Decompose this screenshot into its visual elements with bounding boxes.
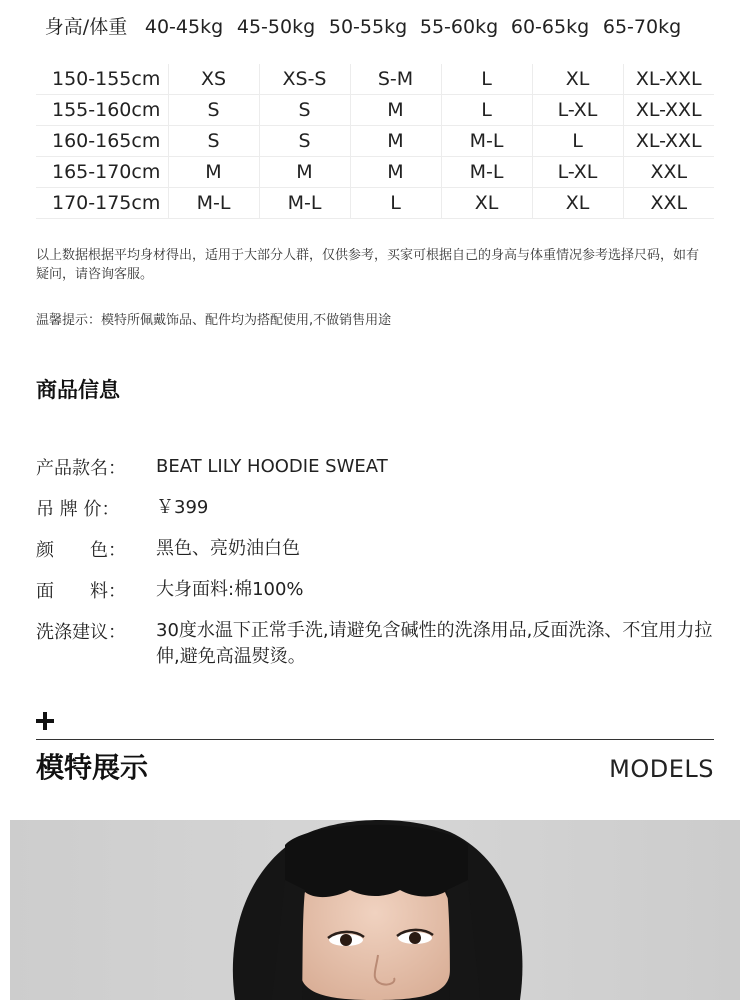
height-cell: 150-155cm — [36, 64, 168, 95]
size-cell: M — [259, 157, 350, 188]
info-value: ￥399 — [156, 497, 209, 518]
height-cell: 170-175cm — [36, 188, 168, 219]
size-cell: S — [259, 126, 350, 157]
size-cell: XS — [168, 64, 259, 95]
size-cell: XL — [441, 188, 532, 219]
size-chart-header-cell: 50-55kg — [328, 16, 408, 38]
info-value: BEAT LILY HOODIE SWEAT — [156, 456, 388, 477]
section-divider — [36, 739, 714, 740]
size-cell: S — [168, 95, 259, 126]
size-cell: XS-S — [259, 64, 350, 95]
size-cell: XXL — [623, 157, 714, 188]
size-cell: M-L — [441, 126, 532, 157]
model-photo — [10, 820, 740, 1000]
size-cell: M — [168, 157, 259, 188]
size-chart-header-cell: 45-50kg — [236, 16, 316, 38]
info-value: 大身面料:棉100% — [156, 579, 304, 600]
size-cell: XL-XXL — [623, 126, 714, 157]
height-cell: 155-160cm — [36, 95, 168, 126]
plus-icon — [36, 712, 54, 730]
size-cell: M — [350, 95, 441, 126]
size-cell: L — [350, 188, 441, 219]
info-value: 黑色、亮奶油白色 — [156, 538, 300, 559]
models-title-en: MODELS — [609, 755, 714, 783]
size-chart-header-cell: 65-70kg — [602, 16, 682, 38]
size-cell: M — [350, 157, 441, 188]
size-cell: XL-XXL — [623, 64, 714, 95]
size-cell: M-L — [441, 157, 532, 188]
table-row — [36, 188, 714, 219]
height-cell: 160-165cm — [36, 126, 168, 157]
size-cell: XL — [532, 64, 623, 95]
size-chart-header-cell: 身高/体重 — [44, 16, 128, 38]
product-info-title: 商品信息 — [36, 378, 120, 402]
accessory-reminder: 温馨提示：模特所佩戴饰品、配件均为搭配使用,不做销售用途 — [36, 313, 392, 328]
height-cell: 165-170cm — [36, 157, 168, 188]
size-chart-header-cell: 55-60kg — [419, 16, 499, 38]
info-value: 30度水温下正常手洗,请避免含碱性的洗涤用品,反面洗涤、不宜用力拉伸,避免高温熨烫。 — [156, 620, 713, 667]
size-cell: S — [259, 95, 350, 126]
size-cell: L-XL — [532, 95, 623, 126]
size-cell: XL-XXL — [623, 95, 714, 126]
size-disclaimer: 以上数据根据平均身材得出，适用于大部分人群，仅供参考，买家可根据自己的身高与体重情况参考选择尺码，如有疑问，请咨询客服。 — [36, 248, 700, 282]
table-row — [36, 64, 714, 95]
info-label: 洗涤建议： — [36, 622, 126, 643]
size-cell: XL — [532, 188, 623, 219]
size-chart-header-cell: 60-65kg — [510, 16, 590, 38]
size-cell: M — [350, 126, 441, 157]
size-cell: L — [532, 126, 623, 157]
table-row — [36, 126, 714, 157]
size-cell: L — [441, 95, 532, 126]
info-label: 吊 牌 价： — [36, 499, 120, 520]
size-cell: S — [168, 126, 259, 157]
info-label: 颜 色： — [36, 540, 126, 561]
size-chart-header — [36, 10, 714, 44]
size-chart-header-cell: 40-45kg — [144, 16, 224, 38]
size-cell: XXL — [623, 188, 714, 219]
table-row — [36, 95, 714, 126]
table-row — [36, 157, 714, 188]
size-cell: L — [441, 64, 532, 95]
size-chart-table — [36, 64, 714, 219]
size-cell: S-M — [350, 64, 441, 95]
size-cell: M-L — [168, 188, 259, 219]
models-title: 模特展示 — [36, 751, 149, 784]
size-cell: L-XL — [532, 157, 623, 188]
info-label: 面 料： — [36, 581, 126, 602]
size-cell: M-L — [259, 188, 350, 219]
info-label: 产品款名： — [36, 458, 126, 479]
